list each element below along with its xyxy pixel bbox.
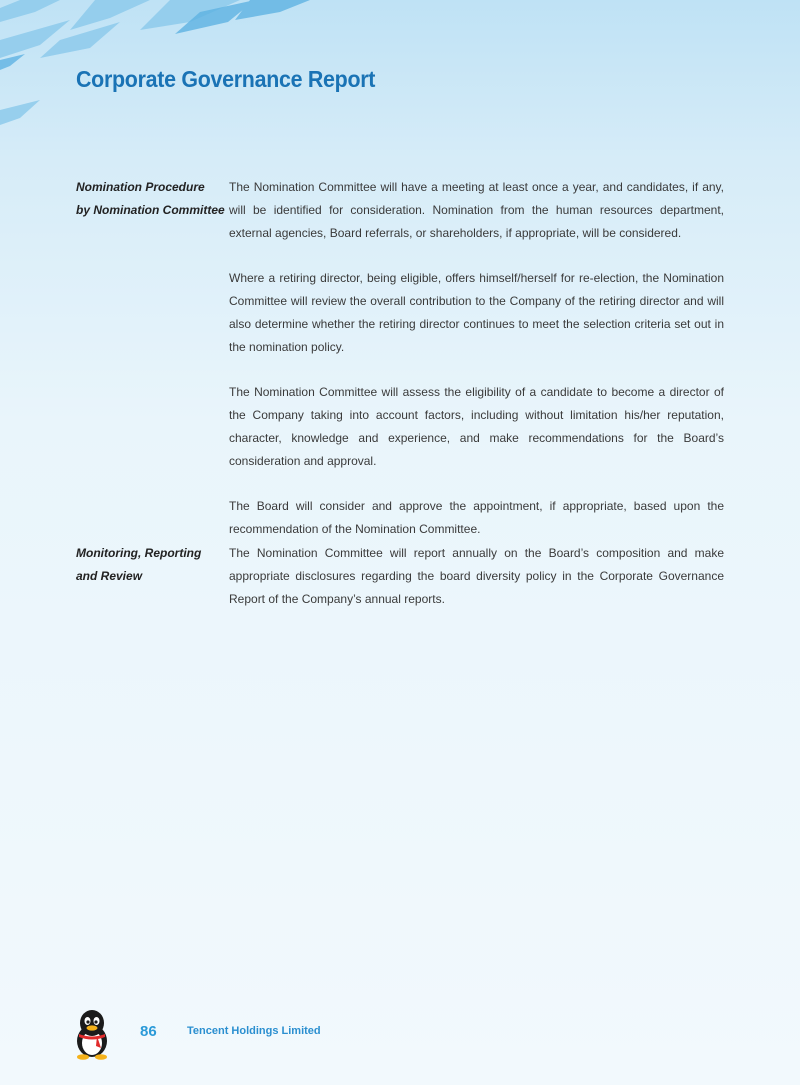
paragraph: The Board will consider and approve the appointment, if appropriate, based upon the recommendation of the Nomination Committee. <box>229 499 724 536</box>
qq-penguin-icon <box>70 1008 114 1060</box>
paragraph: The Nomination Committee will assess the eligibility of a candidate to become a director of the Company taking into account factors, including without limitation his/her reputation, character, knowledge and experience, and make recommendations for the Board’s consideration and approval. <box>229 385 724 468</box>
section-label <box>76 176 226 222</box>
page-title: Corporate Governance Report <box>76 66 376 92</box>
section-label-line: and Review <box>76 569 143 583</box>
section-label-line: Nomination Procedure <box>76 180 205 194</box>
section-label-line: Monitoring, Reporting <box>76 546 202 560</box>
section-body <box>229 176 724 563</box>
page-number: 86 <box>140 1023 157 1040</box>
paragraph: The Nomination Committee will report annually on the Board’s composition and make appropriate disclosures regarding the board diversity policy in the Corporate Governance Report of the Company’s annual reports. <box>229 546 724 606</box>
page-footer <box>0 1000 800 1070</box>
section-body <box>229 542 724 633</box>
company-name: Tencent Holdings Limited <box>187 1025 321 1037</box>
paragraph: The Nomination Committee will have a meeting at least once a year, and candidates, if any, will be identified for consideration. Nomination from the human resources department, external agencies, Board referrals, or shareholders, if appropriate, will be considered. <box>229 180 724 240</box>
paragraph: Where a retiring director, being eligible, offers himself/herself for re-election, the Nomination Committee will review the overall contribution to the Company of the retiring director and will also determine whether the retiring director continues to meet the selection criteria set out in the nomination policy. <box>229 271 724 354</box>
section-label <box>76 542 226 588</box>
section-label-line: by Nomination Committee <box>76 203 225 217</box>
